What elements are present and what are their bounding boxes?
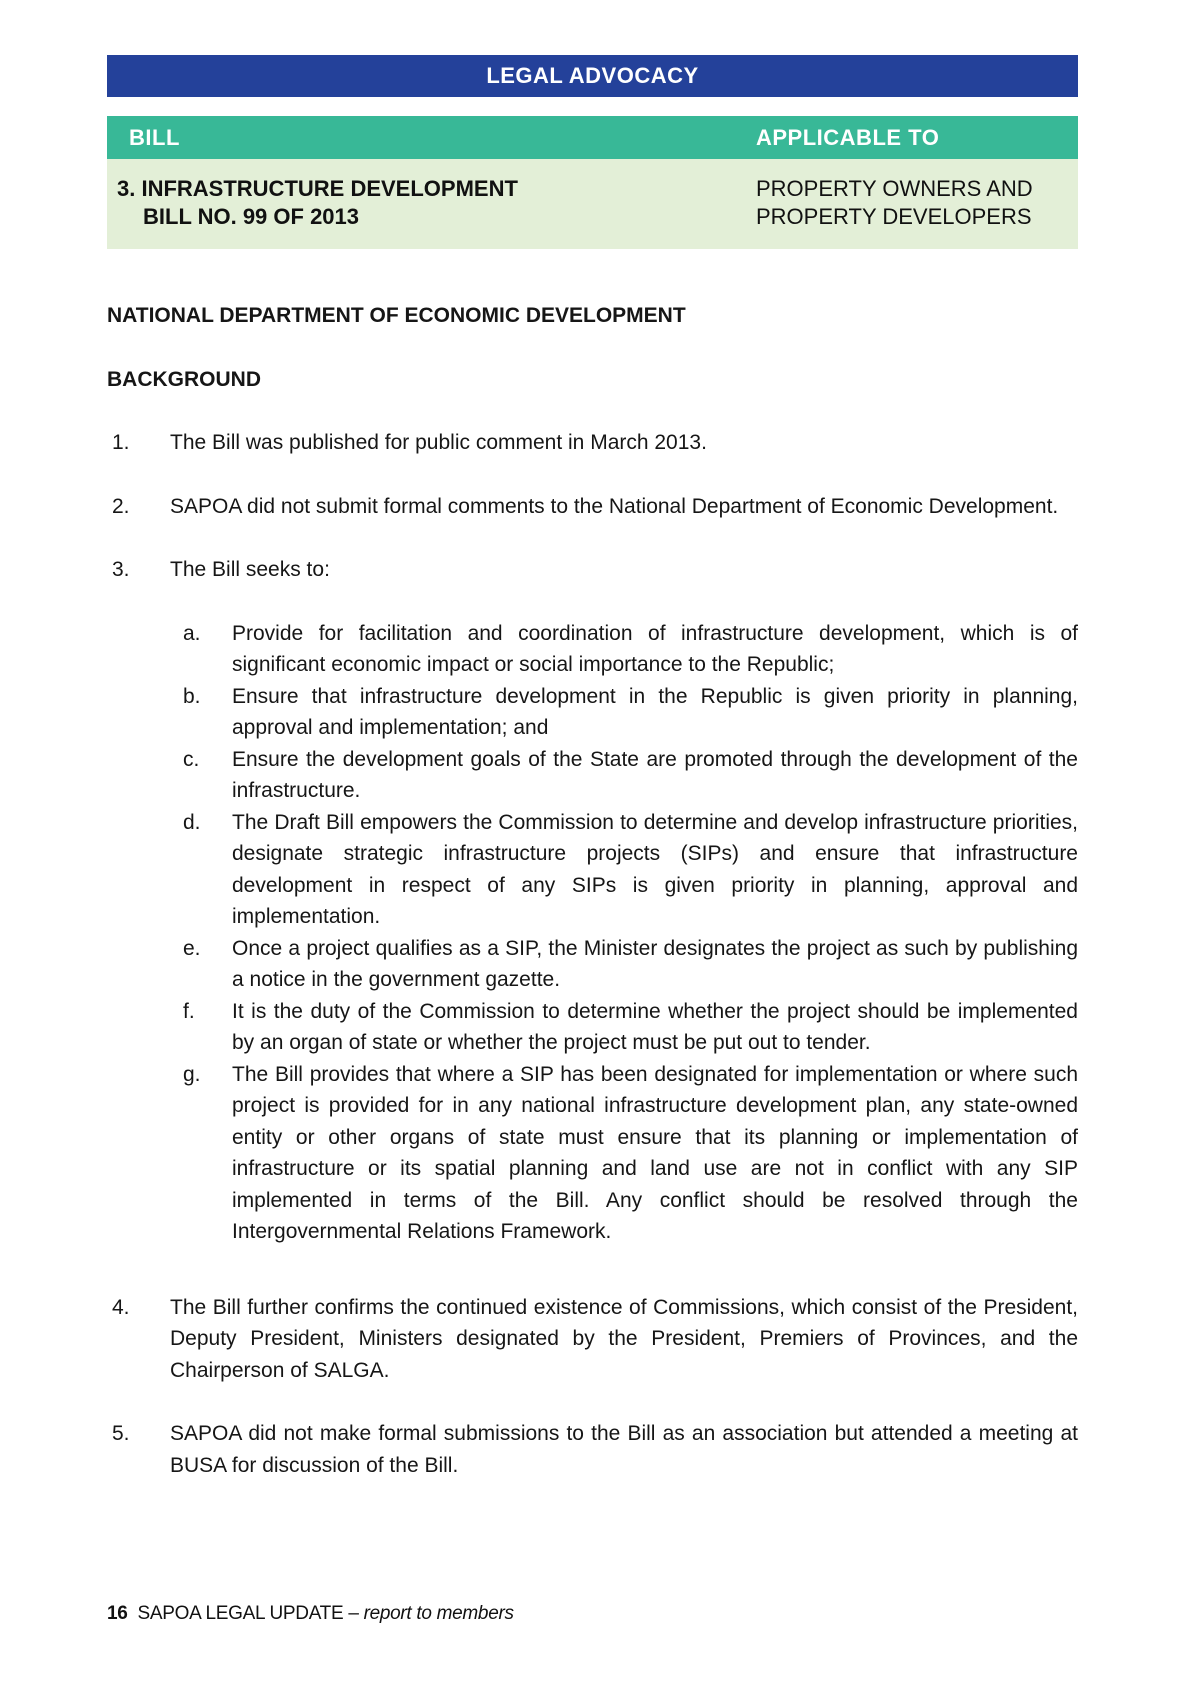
subsection-heading: BACKGROUND — [107, 367, 261, 391]
bill-title-line2: BILL NO. 99 OF 2013 — [143, 204, 360, 229]
item-number: 4. — [112, 1295, 130, 1319]
sub-item-d — [183, 807, 1078, 933]
list-item-2 — [107, 491, 1078, 523]
sub-item-letter: g. — [183, 1062, 201, 1086]
page-number: 16 — [107, 1603, 128, 1624]
sub-item-letter: a. — [183, 621, 201, 645]
sub-item-a — [183, 618, 1078, 681]
item-number: 5. — [112, 1422, 130, 1445]
sub-item-text: Provide for facilitation and coordination of infrastructure development, which is of significant economic impact or social importance to the Republic; — [232, 621, 1078, 676]
applicable-to-cell — [756, 175, 1033, 231]
document-body — [107, 300, 1078, 1481]
sub-item-g — [183, 1059, 1078, 1248]
applicable-line1: PROPERTY OWNERS AND — [756, 176, 1033, 201]
footer-publication: SAPOA LEGAL UPDATE – — [137, 1603, 359, 1624]
sub-item-text: Once a project qualifies as a SIP, the Minister designates the project as such by publishing a notice in the government gazette. — [232, 936, 1078, 991]
sub-item-letter: f. — [183, 999, 195, 1023]
section-banner — [107, 55, 1078, 97]
item-text: The Bill was published for public comment in March 2013. — [170, 431, 707, 454]
item-text: The Bill seeks to: — [170, 558, 330, 581]
list-item-5 — [107, 1418, 1078, 1481]
footer-tagline: report to members — [363, 1603, 514, 1624]
bill-title — [117, 175, 518, 231]
sub-item-c — [183, 744, 1078, 807]
bill-row — [107, 159, 1078, 249]
banner-title: LEGAL ADVOCACY — [486, 63, 699, 88]
bill-title-line1: 3. INFRASTRUCTURE DEVELOPMENT — [117, 176, 518, 201]
item-number: 3. — [112, 558, 130, 581]
sub-item-text: The Draft Bill empowers the Commission to determine and develop infrastructure priorities, designate strategic infrastructure projects (SIPs) and ensure that infrastructure development in respect of any SIPs is given priority in planning, approval and implementation. — [232, 810, 1078, 928]
page-footer — [107, 1603, 514, 1625]
sub-list — [107, 618, 1078, 1248]
sub-item-letter: c. — [183, 747, 200, 771]
table-header-bar — [107, 116, 1078, 159]
item-text: The Bill further confirms the continued existence of Commissions, which consist of the President, Deputy President, Ministers designated by the President, Premiers of Provinces, and the Chairperson of SALGA. — [170, 1295, 1078, 1382]
item-number: 1. — [112, 431, 130, 454]
sub-item-letter: e. — [183, 936, 201, 960]
applicable-line2: PROPERTY DEVELOPERS — [756, 204, 1032, 229]
list-item-1 — [107, 427, 1078, 459]
page-content — [107, 55, 1078, 1513]
bill-column-header: BILL — [129, 124, 180, 150]
list-item-3 — [107, 554, 1078, 586]
item-text: SAPOA did not submit formal comments to the National Department of Economic Development. — [170, 494, 1059, 518]
sub-item-text: It is the duty of the Commission to determine whether the project should be implemented by an organ of state or whether the project must be put out to tender. — [232, 999, 1078, 1054]
sub-item-text: Ensure the development goals of the State are promoted through the development of the infrastructure. — [232, 747, 1078, 802]
item-text: SAPOA did not make formal submissions to the Bill as an association but attended a meeting at BUSA for discussion of the Bill. — [170, 1422, 1078, 1477]
sub-item-letter: b. — [183, 684, 201, 708]
item-number: 2. — [112, 494, 130, 518]
sub-item-b — [183, 681, 1078, 744]
sub-item-f — [183, 996, 1078, 1059]
sub-item-text: The Bill provides that where a SIP has been designated for implementation or where such project is provided for in any national infrastructure development plan, any state-owned entity or other organs of state must ensure that its planning or implementation of infrastructure or its spatial planning and land use are not in conflict with any SIP implemented in terms of the Bill. Any conflict should be resolved through the Intergovernmental Relations Framework. — [232, 1062, 1078, 1243]
applicable-to-column-header: APPLICABLE TO — [756, 124, 940, 150]
section-heading: NATIONAL DEPARTMENT OF ECONOMIC DEVELOPMENT — [107, 304, 686, 327]
sub-item-e — [183, 933, 1078, 996]
list-item-4 — [107, 1292, 1078, 1387]
sub-item-letter: d. — [183, 810, 201, 834]
sub-item-text: Ensure that infrastructure development in the Republic is given priority in planning, approval and implementation; and — [232, 684, 1078, 739]
